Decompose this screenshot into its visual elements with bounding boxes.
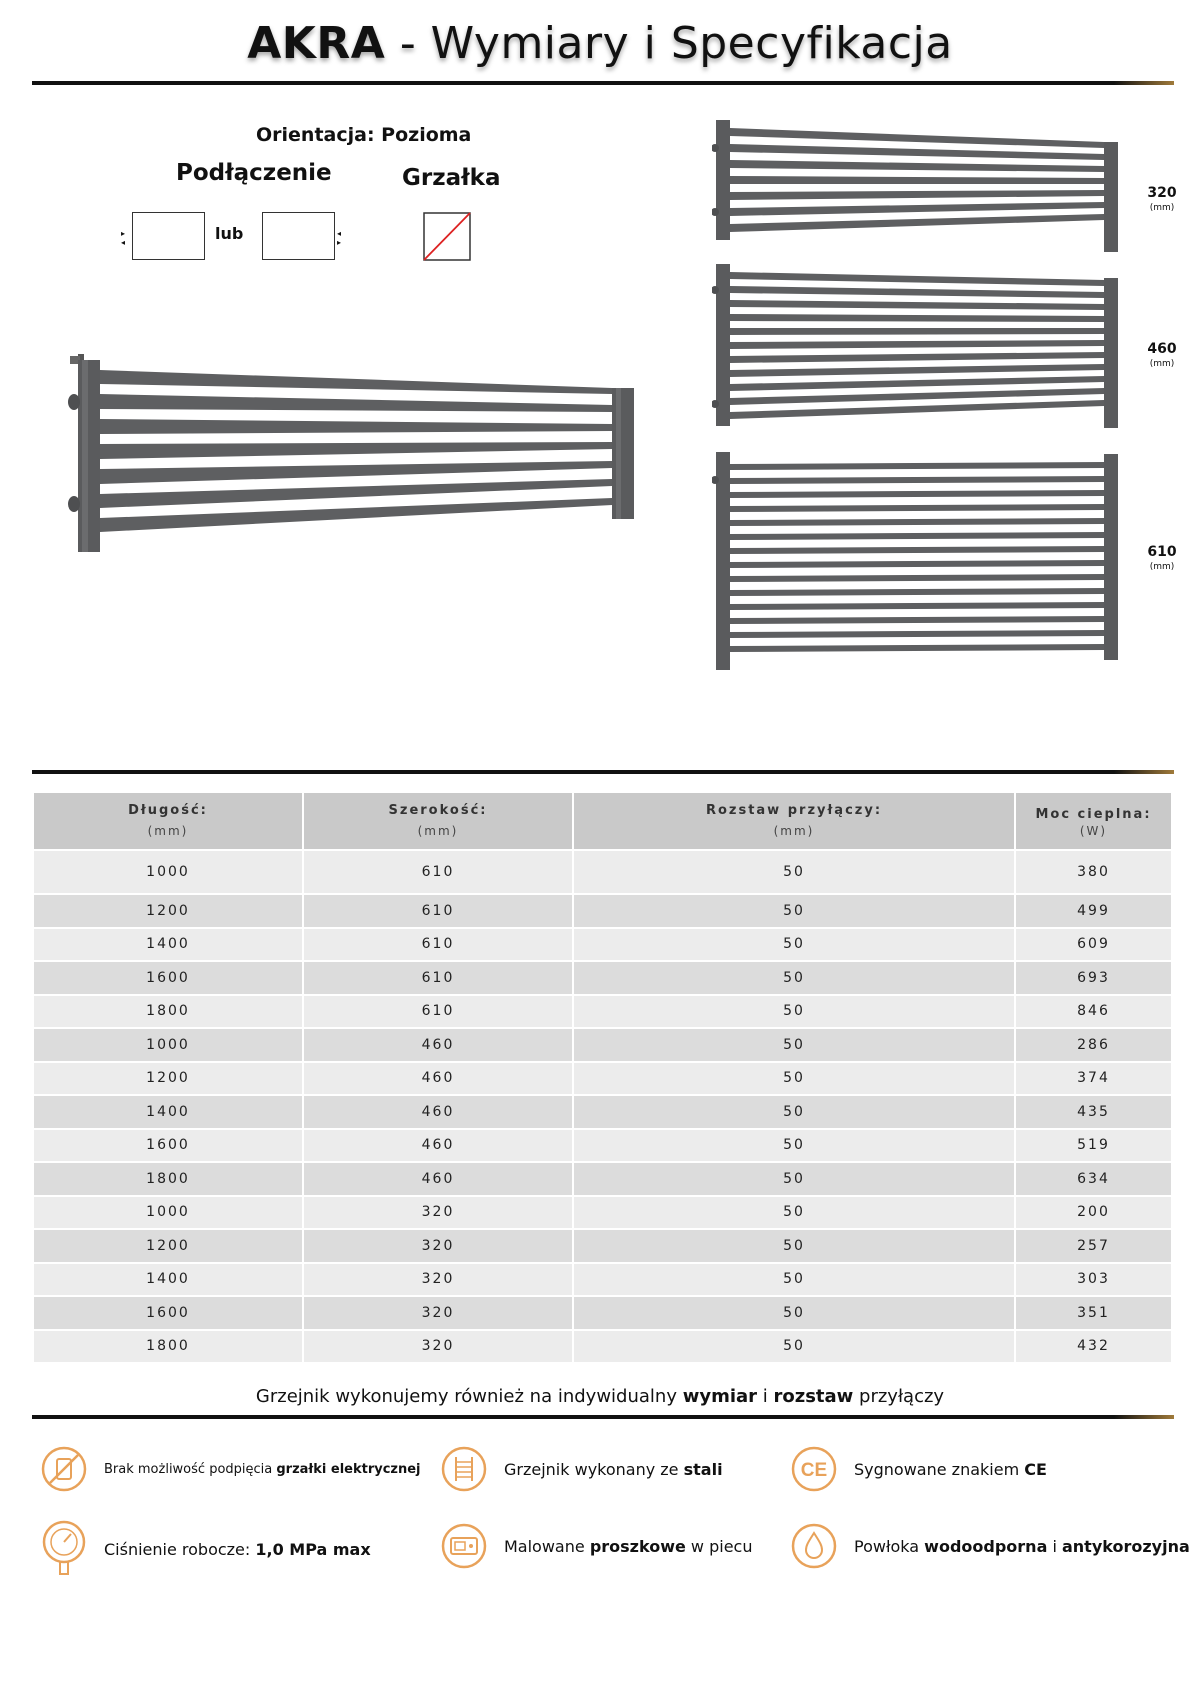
cell-length: 1200: [34, 1063, 302, 1095]
cell-width: 460: [304, 1130, 572, 1162]
cell-length: 1200: [34, 895, 302, 927]
feature-ce: CE Sygnowane znakiem CE: [790, 1445, 1047, 1493]
cell-connection-spacing: 50: [574, 1163, 1014, 1195]
svg-text:CE: CE: [800, 1460, 828, 1481]
cell-heat-output: 286: [1016, 1029, 1171, 1061]
cell-width: 460: [304, 1163, 572, 1195]
table-row: [34, 895, 1171, 927]
cell-heat-output: 634: [1016, 1163, 1171, 1195]
table-row: [34, 1029, 1171, 1061]
right-connection-diagram: [262, 212, 335, 260]
cell-connection-spacing: 50: [574, 996, 1014, 1028]
cell-heat-output: 432: [1016, 1331, 1171, 1363]
radiator-variant-460-image: [712, 262, 1122, 434]
left-connection-diagram: [132, 212, 205, 260]
table-row: [34, 851, 1171, 893]
cell-length: 1000: [34, 1029, 302, 1061]
cell-width: 320: [304, 1264, 572, 1296]
cell-heat-output: 303: [1016, 1264, 1171, 1296]
cell-length: 1400: [34, 1096, 302, 1128]
table-row: [34, 929, 1171, 961]
radiator-variant-610-image: [712, 450, 1122, 674]
table-header-row: [34, 793, 1171, 849]
cell-heat-output: 499: [1016, 895, 1171, 927]
cell-connection-spacing: 50: [574, 1264, 1014, 1296]
cell-width: 610: [304, 895, 572, 927]
specification-table: [32, 791, 1173, 1364]
cell-heat-output: 257: [1016, 1230, 1171, 1262]
cell-heat-output: 374: [1016, 1063, 1171, 1095]
cell-length: 1800: [34, 1163, 302, 1195]
cell-length: 1000: [34, 1197, 302, 1229]
feature-powder-coating: Malowane proszkowe w piecu: [440, 1522, 752, 1570]
cell-width: 460: [304, 1029, 572, 1061]
cell-connection-spacing: 50: [574, 1331, 1014, 1363]
ce-mark-icon: [790, 1445, 838, 1493]
cell-length: 1800: [34, 1331, 302, 1363]
cell-length: 1400: [34, 929, 302, 961]
or-label: lub: [215, 224, 244, 243]
cell-connection-spacing: 50: [574, 895, 1014, 927]
cell-connection-spacing: 50: [574, 851, 1014, 893]
cell-width: 610: [304, 929, 572, 961]
variant-320-dimension: 320 (mm): [1147, 185, 1177, 213]
heater-heading: Grzałka: [402, 165, 501, 191]
column-connection-spacing: Rozstaw przyłączy: (mm): [574, 793, 1014, 849]
custom-size-note: Grzejnik wykonujemy również na indywidualny wymiar i rozstaw przyłączy: [255, 1386, 945, 1407]
orientation-label: Orientacja: Pozioma: [256, 124, 472, 146]
cell-width: 610: [304, 962, 572, 994]
radiator-variant-320-image: [712, 118, 1122, 256]
cell-length: 1400: [34, 1264, 302, 1296]
cell-length: 1600: [34, 962, 302, 994]
cell-width: 320: [304, 1230, 572, 1262]
table-row: [34, 996, 1171, 1028]
connection-heading: Podłączenie: [176, 160, 332, 186]
cell-width: 320: [304, 1297, 572, 1329]
table-row: [34, 1063, 1171, 1095]
table-row: [34, 1331, 1171, 1363]
feature-pressure: Ciśnienie robocze: 1,0 MPa max: [40, 1520, 371, 1578]
cell-heat-output: 200: [1016, 1197, 1171, 1229]
cell-heat-output: 351: [1016, 1297, 1171, 1329]
cell-length: 1600: [34, 1130, 302, 1162]
powder-oven-icon: [440, 1522, 488, 1570]
right-connection-arrows-icon: ◂ ▸: [337, 229, 342, 247]
cell-connection-spacing: 50: [574, 1096, 1014, 1128]
table-row: [34, 1096, 1171, 1128]
cell-length: 1000: [34, 851, 302, 893]
waterproof-drop-icon: [790, 1522, 838, 1570]
no-heater-icon: [40, 1445, 88, 1493]
title-divider: [32, 81, 1174, 85]
pressure-gauge-icon: [40, 1520, 88, 1578]
table-row: [34, 1130, 1171, 1162]
cell-width: 610: [304, 996, 572, 1028]
cell-connection-spacing: 50: [574, 962, 1014, 994]
cell-length: 1200: [34, 1230, 302, 1262]
cell-heat-output: 519: [1016, 1130, 1171, 1162]
cell-connection-spacing: 50: [574, 1029, 1014, 1061]
cell-connection-spacing: 50: [574, 1063, 1014, 1095]
column-heat-output: Moc cieplna: (W): [1016, 793, 1171, 849]
feature-waterproof: Powłoka wodoodporna i antykorozyjna: [790, 1522, 1190, 1570]
table-divider: [32, 770, 1174, 774]
cell-connection-spacing: 50: [574, 1297, 1014, 1329]
cell-width: 320: [304, 1331, 572, 1363]
cell-heat-output: 846: [1016, 996, 1171, 1028]
column-length: Długość: (mm): [34, 793, 302, 849]
cell-width: 610: [304, 851, 572, 893]
column-width: Szerokość: (mm): [304, 793, 572, 849]
table-row: [34, 1264, 1171, 1296]
page-title: AKRA - Wymiary i Specyfikacja: [247, 18, 953, 69]
steel-radiator-icon: [440, 1445, 488, 1493]
radiator-perspective-image: [62, 350, 642, 560]
table-row: [34, 1197, 1171, 1229]
table-row: [34, 1297, 1171, 1329]
features-divider: [32, 1415, 1174, 1419]
cell-connection-spacing: 50: [574, 929, 1014, 961]
variant-610-dimension: 610 (mm): [1147, 544, 1177, 572]
table-row: [34, 962, 1171, 994]
feature-no-heater: Brak możliwość podpięcia grzałki elektrycznej: [40, 1445, 421, 1493]
heater-not-available-icon: [422, 210, 474, 264]
cell-connection-spacing: 50: [574, 1230, 1014, 1262]
cell-heat-output: 380: [1016, 851, 1171, 893]
cell-width: 460: [304, 1096, 572, 1128]
cell-width: 460: [304, 1063, 572, 1095]
cell-connection-spacing: 50: [574, 1130, 1014, 1162]
feature-steel: Grzejnik wykonany ze stali: [440, 1445, 723, 1493]
cell-length: 1600: [34, 1297, 302, 1329]
cell-width: 320: [304, 1197, 572, 1229]
left-connection-arrows-icon: ▸ ◂: [121, 229, 126, 247]
table-row: [34, 1230, 1171, 1262]
cell-heat-output: 693: [1016, 962, 1171, 994]
cell-heat-output: 609: [1016, 929, 1171, 961]
variant-460-dimension: 460 (mm): [1147, 341, 1177, 369]
cell-length: 1800: [34, 996, 302, 1028]
cell-connection-spacing: 50: [574, 1197, 1014, 1229]
table-row: [34, 1163, 1171, 1195]
cell-heat-output: 435: [1016, 1096, 1171, 1128]
